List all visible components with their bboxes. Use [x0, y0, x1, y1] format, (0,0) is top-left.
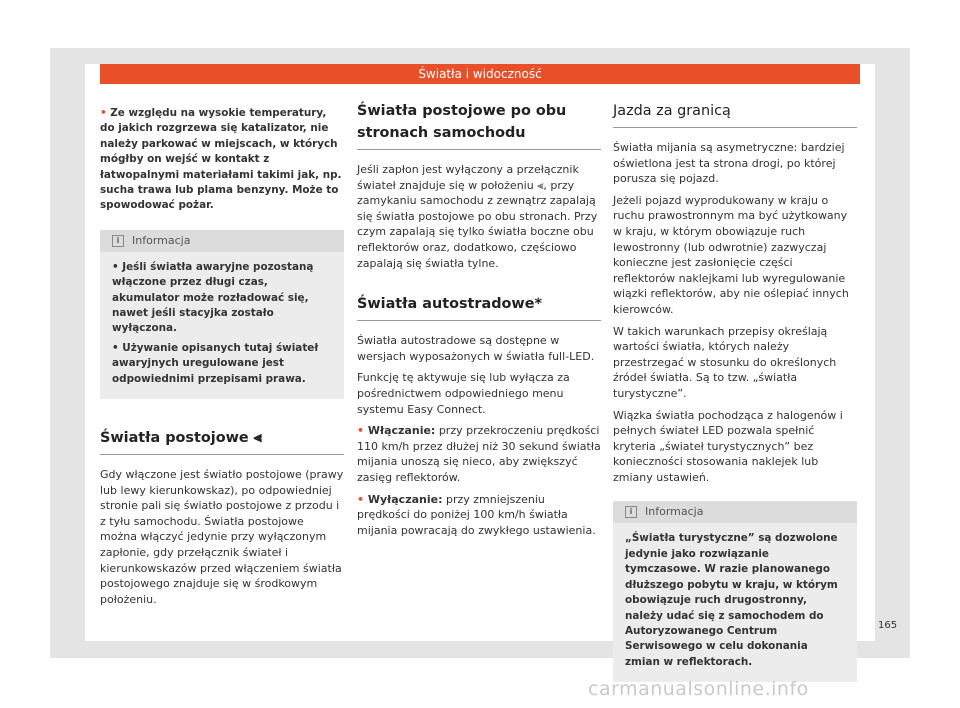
heading-wrap [613, 96, 857, 128]
section-heading: Światła postojowe po obu stronach samochodu [357, 100, 601, 150]
info-item: • Jeśli światła awaryjne pozostaną włączone przez długi czas, akumulator może rozładować się, nawet jeśli stacyjka zostało wyłączona. [112, 260, 314, 335]
warning-paragraph [100, 106, 344, 214]
info-header [613, 501, 857, 523]
info-box [613, 501, 857, 682]
info-header [100, 230, 344, 252]
heading-wrap [357, 289, 601, 321]
body-paragraph: Jeżeli pojazd wyprodukowany w kraju o ruchu prawostronnym ma być użytkowany w kraju, w którym obowiązuje ruch lewostronny (lub odwrotnie) zazwyczaj konieczne jest zasłonięcie części reflektorów naklejkami lub wyregulowanie wiązki reflektorów, aby nie oślepiać innych kierowców. [613, 193, 849, 316]
section-heading: Światła autostradowe* [357, 293, 601, 321]
bullet-icon: • [100, 107, 111, 119]
page-number: 165 [878, 620, 898, 631]
info-icon: i [112, 235, 124, 247]
parking-light-icon: ⫷ [253, 430, 262, 447]
bullet-icon: • [357, 424, 368, 438]
bullet-paragraph: • Wyłączanie: przy zmniejszeniu prędkości do poniżej 100 km/h światła mijania powracają do zwykłego ustawienia. [357, 492, 596, 537]
info-body [100, 252, 344, 387]
bullet-paragraph: • Włączanie: przy przekroczeniu prędkości 110 km/h przez dłużej niż 30 sekund światła mijania unoszą się nieco, aby zwiększyć zasięg reflektorów. [357, 424, 601, 484]
body-paragraph: Światła mijania są asymetryczne: bardziej oświetlona jest ta strona drogi, po której porusza się pojazd. [613, 141, 845, 186]
body-paragraph: Jeśli zapłon jest wyłączony a przełącznik świateł znajduje się w położeniu ⫷, przy zamykaniu samochodu z zewnątrz zapalają się światła postojowe po obu stronach. Przy czym zapalają się tylko światła boczne obu reflektorów oraz, dodatkowo, częściowo zapalają się światła tylne. [357, 163, 598, 270]
heading-wrap [100, 423, 344, 455]
info-body [613, 523, 857, 670]
body-paragraph: Wiązka światła pochodząca z halogenów i pełnych świateł LED pozwala spełnić kryteria „świateł turystycznych” bez konieczności stosowania naklejek lub zmiany ustawień. [613, 408, 843, 484]
warning-text: Ze względu na wysokie temperatury, do jakich rozgrzewa się katalizator, nie należy parkować w miejscach, w których mógłby on wejść w kontakt z łatwopalnymi materiałami takimi jak, np. sucha trawa lub plama benzyny. Może to spowodować pożar. [100, 107, 342, 212]
column-left [100, 96, 344, 613]
heading-wrap [357, 96, 601, 150]
bullet-icon: • [357, 492, 368, 506]
body-paragraph: Światła autostradowe są dostępne w wersjach wyposażonych w światła full-LED. [357, 334, 595, 363]
section-heading: Jazda za granicą [613, 100, 857, 128]
info-item: • Używanie opisanych tutaj świateł awaryjnych uregulowane jest odpowiednimi przepisami prawa. [112, 341, 319, 385]
column-right [613, 96, 857, 682]
body-paragraph: W takich warunkach przepisy określają wartości światła, których należy przestrzegać w stosunku do określonych źródeł światła. Są to tzw. „światła turystyczne”. [613, 324, 837, 400]
info-title: Informacja [645, 505, 704, 519]
section-heading: Światła postojowe ⫷ [100, 427, 344, 455]
info-icon: i [625, 506, 637, 518]
info-text: „Światła turystyczne” są dozwolone jedynie jako rozwiązanie tymczasowe. W razie planowanego dłuższego pobytu w kraju, w którym obowiązuje ruch drugostronny, należy udać się z samochodem do Autoryzowanego Centrum Serwisowego w celu dokonania zmian w reflektorach. [625, 532, 838, 668]
section-header: Światła i widoczność [100, 64, 860, 84]
column-middle [357, 96, 601, 544]
body-paragraph: Funkcję tę aktywuje się lub wyłącza za pośrednictwem odpowiedniego menu systemu Easy Connect. [357, 371, 570, 416]
watermark: carmanualsonline.info [588, 678, 809, 700]
body-paragraph: Gdy włączone jest światło postojowe (prawy lub lewy kierunkowskaz), po odpowiedniej stronie pali się światło postojowe z przodu i z tyłu samochodu. Światła postojowe można włączyć jedynie przy wyłączonym zapłonie, gdy przełącznik świateł i kierunkowskazów przed włączeniem światła postojowego znajduje się w środkowym położeniu. [100, 468, 344, 606]
info-box [100, 230, 344, 399]
info-title: Informacja [132, 233, 191, 247]
